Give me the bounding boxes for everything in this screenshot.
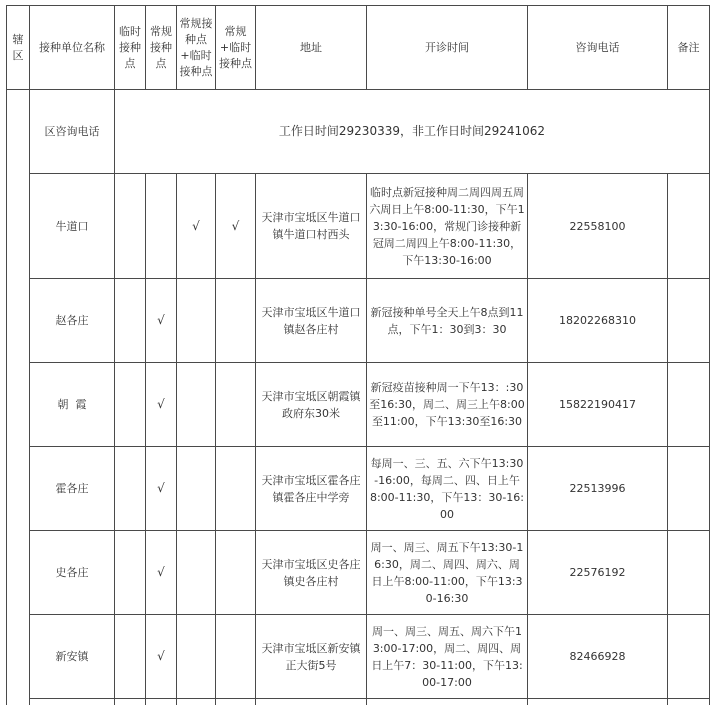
regular-plus-temp-mark (216, 363, 256, 447)
header-temp-site: 临时接种点 (115, 6, 146, 90)
district-phone-label: 区咨询电话 (30, 90, 115, 174)
regular-plus-temp-mark (216, 699, 256, 705)
temp-site-mark (115, 531, 146, 615)
hours-cell (367, 699, 528, 705)
unit-name: 霍各庄 (30, 447, 115, 531)
remarks-cell (668, 615, 710, 699)
regular-plus-temp-site-mark (177, 279, 216, 363)
table-row (7, 174, 710, 279)
regular-site-mark: √ (146, 279, 177, 363)
temp-site-mark (115, 279, 146, 363)
address-cell: 天津市宝坻区霍各庄镇霍各庄中学旁 (256, 447, 367, 531)
address-cell: 天津市宝坻区朝霞镇政府东30米 (256, 363, 367, 447)
phone-cell: 15822190417 (528, 363, 668, 447)
address-cell: 天津市宝坻区史各庄镇史各庄村 (256, 531, 367, 615)
address-cell: 天津市宝坻区牛道口镇牛道口村西头 (256, 174, 367, 279)
phone-cell: 22558100 (528, 174, 668, 279)
unit-name: 朝 霞 (30, 363, 115, 447)
regular-site-mark: √ (146, 363, 177, 447)
regular-plus-temp-site-mark (177, 447, 216, 531)
header-row (7, 6, 710, 90)
regular-site-mark: √ (146, 615, 177, 699)
header-remarks: 备注 (668, 6, 710, 90)
regular-site-mark (146, 699, 177, 705)
table-row (7, 279, 710, 363)
remarks-cell (668, 447, 710, 531)
regular-plus-temp-site-mark (177, 363, 216, 447)
header-regular-plus-temp-site: 常规接种点+临时接种点 (177, 6, 216, 90)
temp-site-mark (115, 174, 146, 279)
temp-site-mark (115, 699, 146, 705)
table-row (7, 447, 710, 531)
address-cell: 天津市宝坻区牛道口镇赵各庄村 (256, 279, 367, 363)
hours-cell: 每周一、三、五、六下午13:30-16:00，每周二、四、日上午8:00-11:30，下午13：30-16:00 (367, 447, 528, 531)
hours-cell: 周一、周三、周五下午13:30-16:30，周二、周四、周六、周日上午8:00-11:00，下午13:30-16:30 (367, 531, 528, 615)
header-district: 辖区 (7, 6, 30, 90)
temp-site-mark (115, 447, 146, 531)
phone-cell (528, 699, 668, 705)
header-phone: 咨询电话 (528, 6, 668, 90)
address-cell (256, 699, 367, 705)
regular-site-mark: √ (146, 531, 177, 615)
table-row (7, 615, 710, 699)
hours-cell: 临时点新冠接种周二周四周五周六周日上午8:00-11:30，下午13:30-16:00，常规门诊接种新冠周二周四上午8:00-11:30，下午13:30-16:00 (367, 174, 528, 279)
hours-cell: 新冠接种单号全天上午8点到11点，下午1：30到3：30 (367, 279, 528, 363)
phone-cell: 22513996 (528, 447, 668, 531)
table-row (7, 363, 710, 447)
hours-cell: 周一、周三、周五、周六下午13:00-17:00，周二、周四、周日上午7：30-11:00，下午13:00-17:00 (367, 615, 528, 699)
regular-plus-temp-mark (216, 615, 256, 699)
unit-name: 赵各庄 (30, 279, 115, 363)
remarks-cell (668, 363, 710, 447)
regular-plus-temp-mark: √ (216, 174, 256, 279)
regular-plus-temp-mark (216, 447, 256, 531)
unit-name: 牛道口 (30, 174, 115, 279)
table-row-partial (7, 699, 710, 705)
regular-plus-temp-site-mark (177, 699, 216, 705)
phone-cell: 82466928 (528, 615, 668, 699)
header-regular-site: 常规接种点 (146, 6, 177, 90)
phone-cell: 22576192 (528, 531, 668, 615)
header-unit-name: 接种单位名称 (30, 6, 115, 90)
address-cell: 天津市宝坻区新安镇正大街5号 (256, 615, 367, 699)
table-container (6, 5, 714, 705)
unit-name (30, 699, 115, 705)
phone-cell: 18202268310 (528, 279, 668, 363)
hours-cell: 新冠疫苗接种周一下午13：:30至16:30，周二、周三上午8:00至11:00，下午13:30至16:30 (367, 363, 528, 447)
remarks-cell (668, 531, 710, 615)
regular-plus-temp-site-mark: √ (177, 174, 216, 279)
temp-site-mark (115, 363, 146, 447)
unit-name: 史各庄 (30, 531, 115, 615)
unit-name: 新安镇 (30, 615, 115, 699)
regular-plus-temp-mark (216, 531, 256, 615)
vaccination-sites-table (6, 5, 710, 705)
remarks-cell (668, 174, 710, 279)
remarks-cell (668, 699, 710, 705)
regular-site-mark: √ (146, 447, 177, 531)
district-phone-row (7, 90, 710, 174)
regular-plus-temp-site-mark (177, 615, 216, 699)
header-address: 地址 (256, 6, 367, 90)
remarks-cell (668, 279, 710, 363)
district-phone-text: 工作日时间29230339，非工作日时间29241062 (115, 90, 710, 174)
regular-plus-temp-site-mark (177, 531, 216, 615)
district-cell (7, 90, 30, 705)
regular-site-mark (146, 174, 177, 279)
header-hours: 开诊时间 (367, 6, 528, 90)
regular-plus-temp-mark (216, 279, 256, 363)
table-row (7, 531, 710, 615)
header-regular-plus-temp: 常规+临时接种点 (216, 6, 256, 90)
temp-site-mark (115, 615, 146, 699)
